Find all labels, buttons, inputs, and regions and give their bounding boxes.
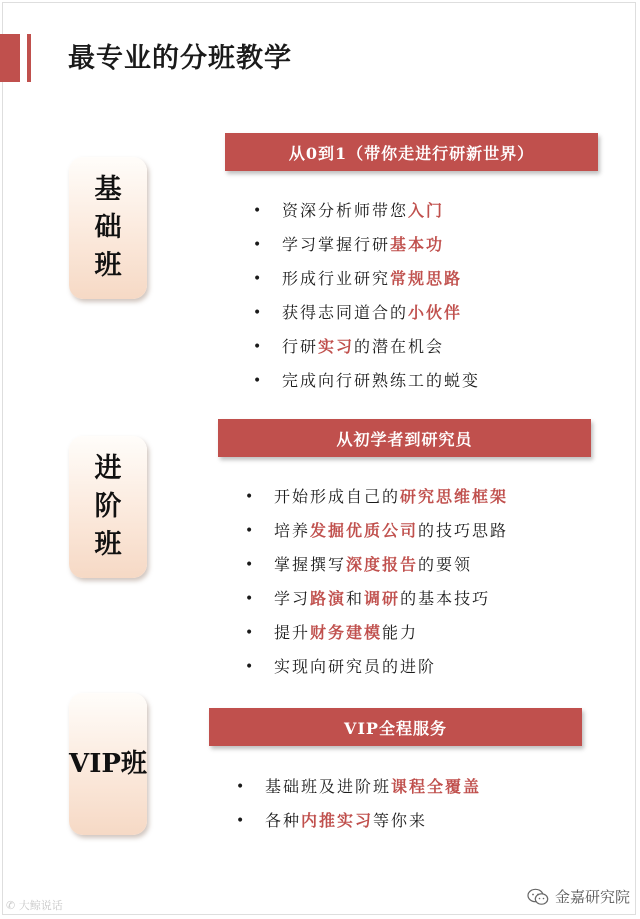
bullet-icon: •	[245, 659, 256, 675]
item-text: 的要领	[418, 555, 473, 574]
bullet-item	[253, 368, 480, 402]
highlight-text: 常规思路	[390, 269, 463, 288]
bullet-item	[245, 552, 508, 586]
item-text: 培养	[274, 521, 311, 540]
item-text: 学习掌握行研	[282, 235, 391, 254]
bullet-icon: •	[245, 523, 256, 539]
page-title: 最专业的分班教学	[68, 43, 292, 74]
item-text: 和	[346, 589, 365, 608]
course-banner-vip: VIP全程服务	[209, 708, 582, 746]
watermark-icon: ✆	[6, 899, 19, 912]
highlight-text: 路演	[310, 589, 347, 608]
highlight-text: 调研	[364, 589, 401, 608]
highlight-text: 入门	[408, 201, 445, 220]
bullet-icon: •	[253, 237, 264, 253]
title-accent-bar	[0, 34, 20, 82]
course-items-vip	[236, 774, 481, 842]
item-text: 实现向研究员的进阶	[274, 657, 437, 676]
item-text: 获得志同道合的	[282, 303, 409, 322]
bullet-icon: •	[245, 489, 256, 505]
item-text: 能力	[382, 623, 419, 642]
bullet-item	[245, 620, 508, 654]
bullet-item	[245, 484, 508, 518]
bullet-icon: •	[253, 373, 264, 389]
item-text: 基础班及进阶班	[265, 777, 392, 796]
bullet-item	[253, 266, 480, 300]
bullet-item	[245, 586, 508, 620]
brand-name: 金嘉研究院	[554, 888, 630, 906]
bullet-icon: •	[245, 591, 256, 607]
bullet-item	[245, 518, 508, 552]
course-items-basic	[253, 198, 480, 402]
highlight-text: 内推实习	[301, 811, 374, 830]
course-items-advanced	[245, 484, 508, 688]
bullet-item	[253, 334, 480, 368]
bullet-item	[253, 232, 480, 266]
item-text: 的技巧思路	[418, 521, 509, 540]
item-text: 开始形成自己的	[274, 487, 401, 506]
highlight-text: 研究思维框架	[400, 487, 509, 506]
bullet-icon: •	[253, 305, 264, 321]
item-text: 各种	[265, 811, 302, 830]
bullet-item	[236, 774, 481, 808]
course-name-char: 基	[94, 174, 122, 205]
highlight-text: 深度报告	[346, 555, 419, 574]
bullet-icon: •	[236, 813, 247, 829]
course-name-char: 础	[94, 212, 122, 243]
course-card-vip	[69, 693, 147, 835]
footer-brand	[527, 886, 630, 907]
course-name-char: 阶	[94, 491, 122, 522]
bullet-item	[253, 198, 480, 232]
footer-watermark	[6, 897, 63, 913]
course-banner-advanced: 从初学者到研究员	[218, 419, 591, 457]
highlight-text: 发掘优质公司	[310, 521, 419, 540]
course-name-char: 进	[94, 453, 122, 484]
highlight-text: 实习	[318, 337, 355, 356]
highlight-text: 课程全覆盖	[391, 777, 482, 796]
wechat-icon	[527, 888, 549, 906]
item-text: 完成向行研熟练工的蜕变	[282, 371, 481, 390]
bullet-icon: •	[253, 339, 264, 355]
course-name: VIP班	[69, 749, 147, 779]
item-text: 学习	[274, 589, 311, 608]
course-card-basic	[69, 157, 147, 299]
highlight-text: 小伙伴	[408, 303, 463, 322]
bullet-icon: •	[253, 271, 264, 287]
course-name-char: 班	[94, 529, 122, 560]
bullet-item	[236, 808, 481, 842]
course-banner-basic: 从0到1（带你走进行研新世界）	[225, 133, 598, 171]
bullet-icon: •	[245, 557, 256, 573]
highlight-text: 财务建模	[310, 623, 383, 642]
item-text: 形成行业研究	[282, 269, 391, 288]
bullet-icon: •	[236, 779, 247, 795]
course-card-advanced	[69, 436, 147, 578]
item-text: 的基本技巧	[400, 589, 491, 608]
bullet-item	[253, 300, 480, 334]
item-text: 等你来	[373, 811, 428, 830]
bullet-icon: •	[253, 203, 264, 219]
item-text: 提升	[274, 623, 311, 642]
item-text: 资深分析师带您	[282, 201, 409, 220]
title-accent-bar-thin	[27, 34, 31, 82]
watermark-text: 大鲸说话	[18, 899, 63, 912]
item-text: 行研	[282, 337, 319, 356]
bullet-item	[245, 654, 508, 688]
course-name-char: 班	[94, 250, 122, 281]
highlight-text: 基本功	[390, 235, 445, 254]
item-text: 掌握撰写	[274, 555, 347, 574]
item-text: 的潜在机会	[354, 337, 445, 356]
bullet-icon: •	[245, 625, 256, 641]
